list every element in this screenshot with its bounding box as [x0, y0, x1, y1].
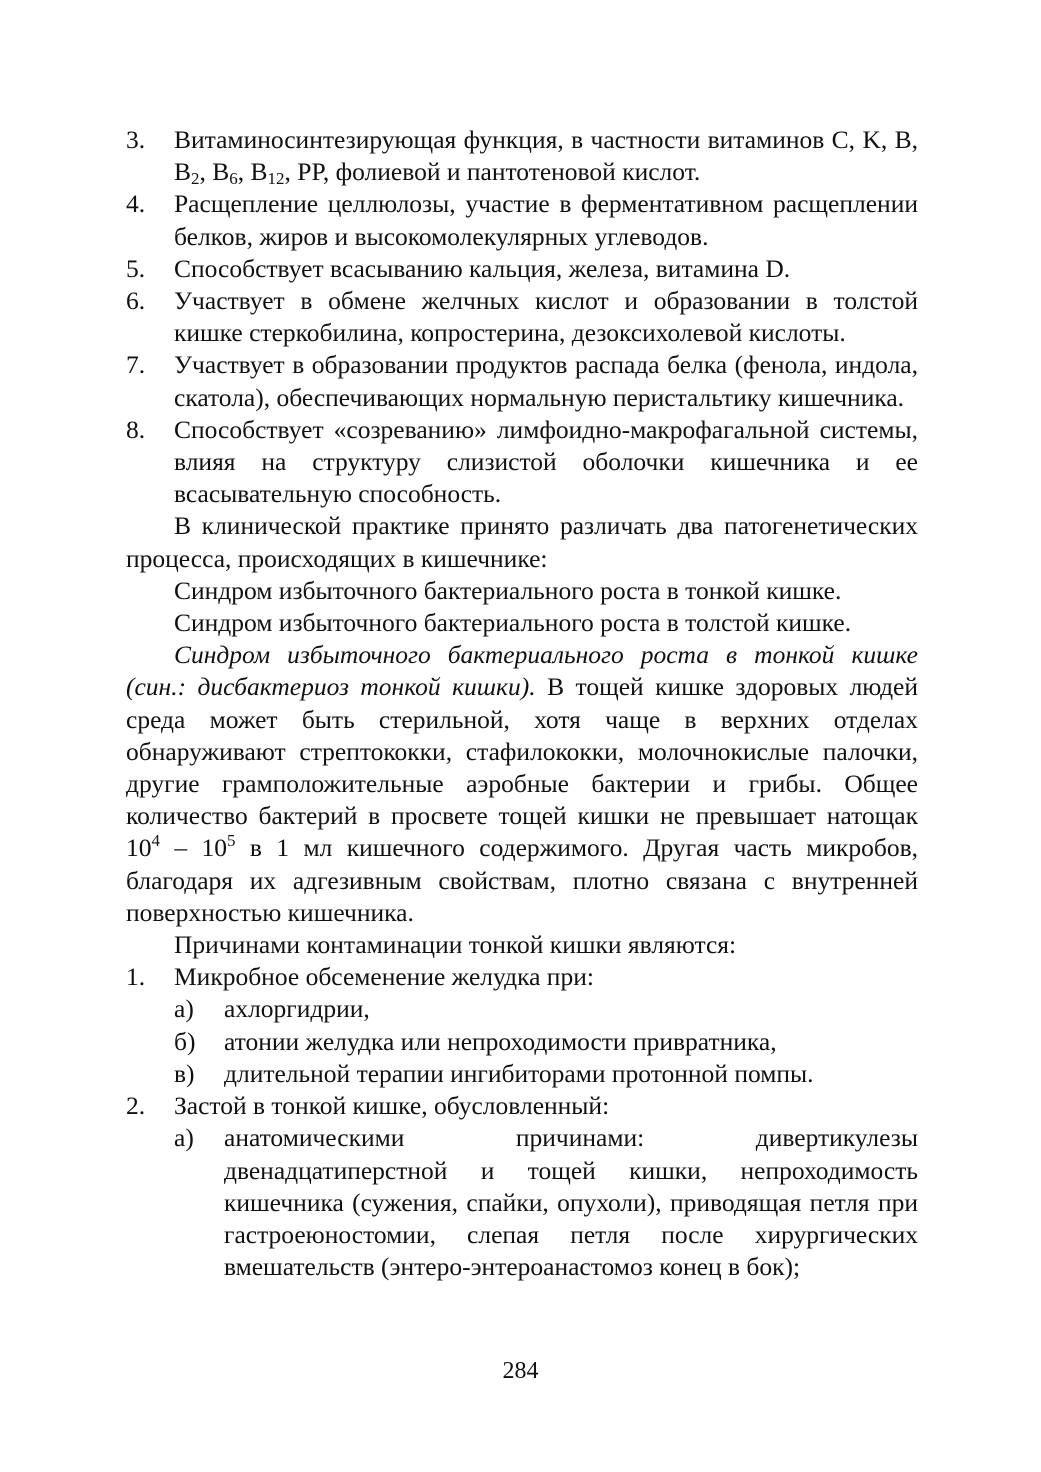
- sub-text: анатомическими причинами: дивертикулезы двенадцатиперстной и тощей кишки, непроходимость кишечника (сужения, спайки, опухоли), приводящая петля при гастроеюностомии, слепая петля после хирургических вмешательств (энтеро-энтероанастомоз конец в бок);: [224, 1123, 918, 1282]
- list-number: 1.: [126, 962, 146, 992]
- list-text: Застой в тонкой кишке, обусловленный:: [174, 1091, 610, 1121]
- list-number: 8.: [126, 414, 146, 444]
- sub-letter: б): [174, 1026, 196, 1056]
- list-text: Витаминосинтезирующая функция, в частности витаминов C, K, B, $B_2$, $B_6$, $B_{12}$, PP, фолиевой и пантотеновой кислот.: [174, 125, 918, 189]
- sub-item-a: [174, 993, 918, 1025]
- list-item-6: [126, 285, 918, 349]
- sub-item-c: [174, 1058, 918, 1090]
- sub-text: атонии желудка или непроходимости привратника,: [224, 1026, 777, 1056]
- sub-letter: в): [174, 1058, 195, 1088]
- list-number: 4.: [126, 189, 146, 219]
- sub-letter: а): [174, 1123, 194, 1153]
- sub-item-b: [174, 1026, 918, 1058]
- list-item-8: [126, 414, 918, 511]
- italic-heading: Синдром избыточного бактериального роста в тонкой кишке (син.: дисбактериоз тонкой кишки).: [126, 640, 918, 702]
- cause-item-2: [126, 1090, 918, 1122]
- list-number: 5.: [126, 253, 146, 283]
- page-number: 284: [502, 1358, 539, 1384]
- list-text: Участвует в обмене желчных кислот и образовании в толстой кишке стеркобилина, копростерина, дезоксихолевой кислоты.: [174, 286, 918, 348]
- sub-item-a: [174, 1122, 918, 1283]
- cause-item-1: [126, 961, 918, 993]
- list-item-5: [126, 253, 918, 285]
- sub-letter: а): [174, 994, 194, 1024]
- list-text: Участвует в образовании продуктов распада белка (фенола, индола, скатола), обеспечивающих нормальную перистальтику кишечника.: [174, 350, 918, 412]
- list-number: 2.: [126, 1091, 146, 1121]
- list-text: Способствует «созреванию» лимфоидно-макрофагальной системы, влияя на структуру слизистой оболочки кишечника и ее всасывательную способность.: [174, 414, 918, 509]
- list-item-7: [126, 349, 918, 413]
- list-item-4: [126, 188, 918, 252]
- list-text: Способствует всасыванию кальция, железа, витамина D.: [174, 253, 791, 283]
- syndrome-small-intestine: Синдром избыточного бактериального роста в тонкой кишке.: [174, 575, 842, 605]
- list-number: 7.: [126, 350, 146, 380]
- list-number: 3.: [126, 125, 146, 154]
- list-item-3: [126, 124, 918, 188]
- page-body: [126, 124, 918, 1283]
- sub-text: длительной терапии ингибиторами протонной помпы.: [224, 1058, 814, 1088]
- paragraph-clinical-practice: В клинической практике принято различать два патогенетических процесса, происходящих в кишечнике:: [126, 511, 918, 573]
- list-number: 6.: [126, 286, 146, 316]
- list-text: Микробное обсеменение желудка при:: [174, 962, 594, 992]
- syndrome-large-intestine: Синдром избыточного бактериального роста в толстой кишке.: [174, 608, 852, 638]
- paragraph-small-intestine-dysbiosis: Синдром избыточного бактериального роста в тонкой кишке (син.: дисбактериоз тонкой кишки). В тощей кишке здоровых людей среда может быть стерильной, хотя чаще в верхних отделах обнаруживают стрептококки, стафилококки, молочнокислые палочки, другие грамположительные аэробные бактерии и грибы. Общее количество бактерий в просвете тощей кишки не превышает натощак $10^4 - 10^5$ в 1 мл кишечного содержимого. Другая часть микробов, благодаря их адгезивным свойствам, плотно связана с внутренней поверхностью кишечника.: [126, 640, 919, 927]
- list-text: Расщепление целлюлозы, участие в ферментативном расщеплении белков, жиров и высокомолекулярных углеводов.: [174, 189, 918, 251]
- causes-title: Причинами контаминации тонкой кишки являются:: [174, 930, 737, 960]
- sub-text: ахлоргидрии,: [224, 994, 370, 1024]
